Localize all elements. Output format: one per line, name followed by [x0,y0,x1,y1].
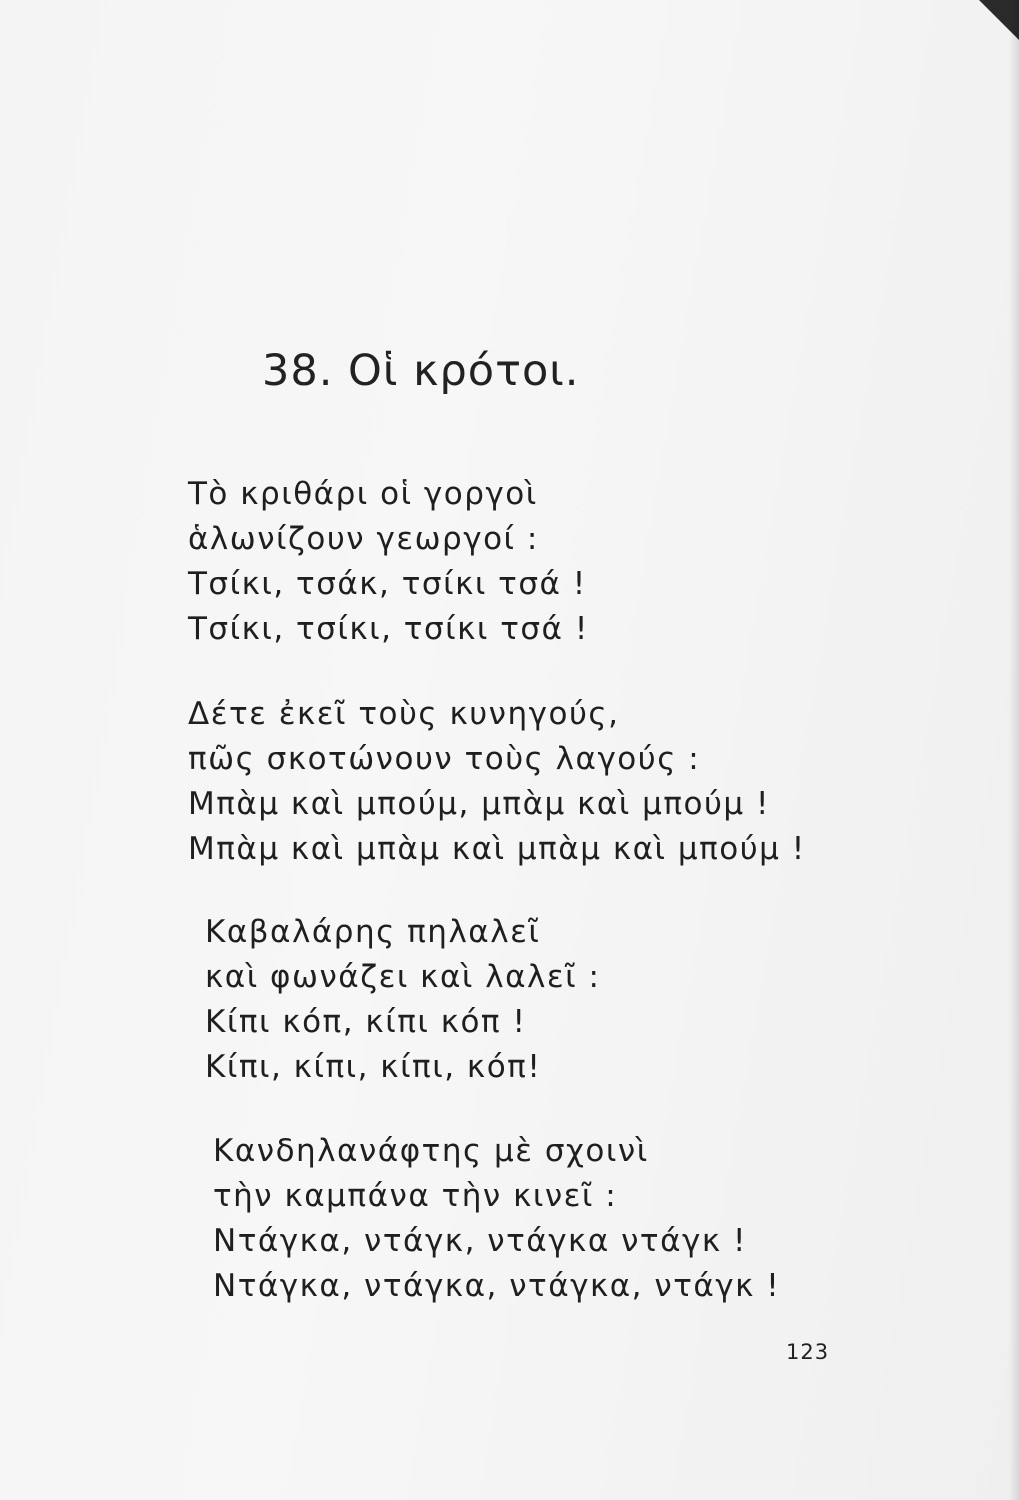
verse-line: καὶ φωνάζει καὶ λαλεῖ : [205,959,601,995]
poem-title: 38. Οἱ κρότοι. [262,346,580,396]
stanza-3 [205,910,600,1090]
stanza-1 [188,472,589,652]
verse-line: Δέτε ἐκεῖ τοὺς κυνηγούς, [188,696,620,732]
verse-line: Ντάγκα, ντάγκ, ντάγκα ντάγκ ! [213,1223,747,1259]
verse-line: Τσίκι, τσίκι, τσίκι τσά ! [188,611,589,647]
verse-line: τὴν καμπάνα τὴν κινεῖ : [213,1178,618,1214]
verse-line: Καβαλάρης πηλαλεῖ [205,914,541,950]
verse-line: ἁλωνίζουν γεωργοί : [188,521,539,557]
verse-line: Κίπι, κίπι, κίπι, κόπ! [205,1049,542,1085]
page-edge-shadow [1009,0,1019,1500]
verse-line: Ντάγκα, ντάγκα, ντάγκα, ντάγκ ! [213,1268,781,1304]
page-number: 123 [786,1340,830,1364]
verse-line: πῶς σκοτώνουν τοὺς λαγούς : [188,741,701,777]
verse-line: Τσίκι, τσάκ, τσίκι τσά ! [188,566,587,602]
verse-line: Κίπι κόπ, κίπι κόπ ! [205,1004,527,1040]
verse-line: Μπὰμ καὶ μπὰμ καὶ μπὰμ καὶ μπούμ ! [188,831,806,867]
verse-line: Μπὰμ καὶ μπούμ, μπὰμ καὶ μπούμ ! [188,786,770,822]
stanza-2 [188,692,806,872]
verse-line: Τὸ κριθάρι οἱ γοργοὶ [188,476,538,512]
verse-line: Κανδηλανάφτης μὲ σχοινὶ [213,1133,649,1169]
stanza-4 [213,1129,780,1309]
